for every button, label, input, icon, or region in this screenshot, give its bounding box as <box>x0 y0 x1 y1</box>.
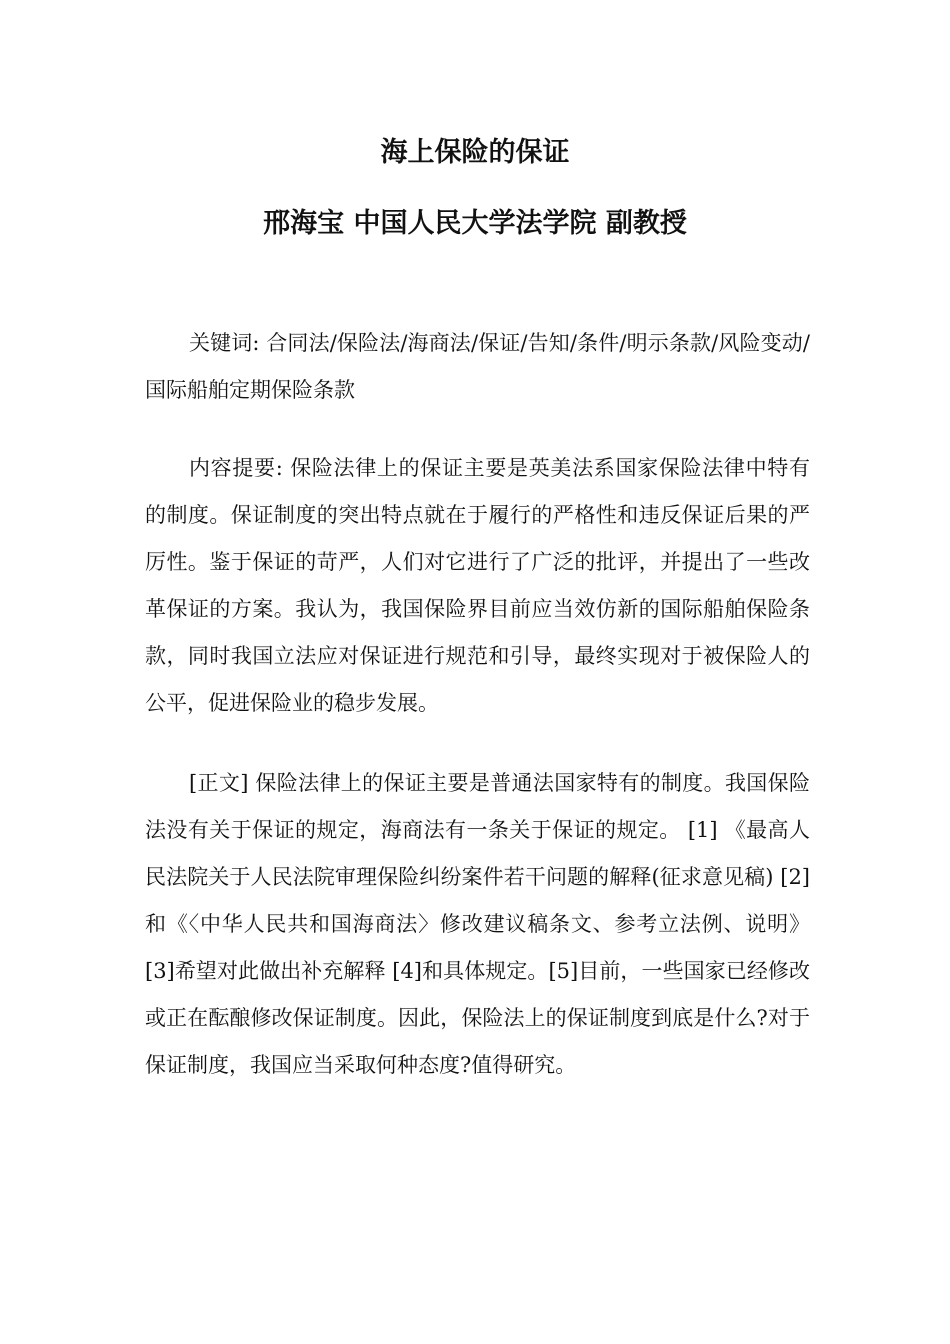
body-paragraph: [正文] 保险法律上的保证主要是普通法国家特有的制度。我国保险法没有关于保证的规定，海商法有一条关于保证的规定。 [1] 《最高人民法院关于人民法院审理保险纠纷案件若干问题的解释(征求意见稿) [2]和《〈中华人民共和国海商法〉修改建议稿条文、参考立法例、说明》 [3]希望对此做出补充解释 [4]和具体规定。[5]目前，一些国家已经修改或正在酝酿修改保证制度。因此，保险法上的保证制度到底是什么?对于保证制度，我国应当采取何种态度?值得研究。 <box>145 771 810 1077</box>
keywords-paragraph: 关键词: 合同法/保险法/海商法/保证/告知/条件/明示条款/风险变动/国际船舶定期保险条款 <box>145 331 810 402</box>
document-title: 海上保险的保证 <box>380 137 570 168</box>
author-line: 邢海宝 中国人民大学法学院 副教授 <box>263 208 687 239</box>
abstract-paragraph: 内容提要: 保险法律上的保证主要是英美法系国家保险法律中特有的制度。保证制度的突出特点就在于履行的严格性和违反保证后果的严厉性。鉴于保证的苛严，人们对它进行了广泛的批评，并提出了一些改革保证的方案。我认为，我国保险界目前应当效仿新的国际船舶保险条款，同时我国立法应对保证进行规范和引导，最终实现对于被保险人的公平，促进保险业的稳步发展。 <box>145 456 810 715</box>
